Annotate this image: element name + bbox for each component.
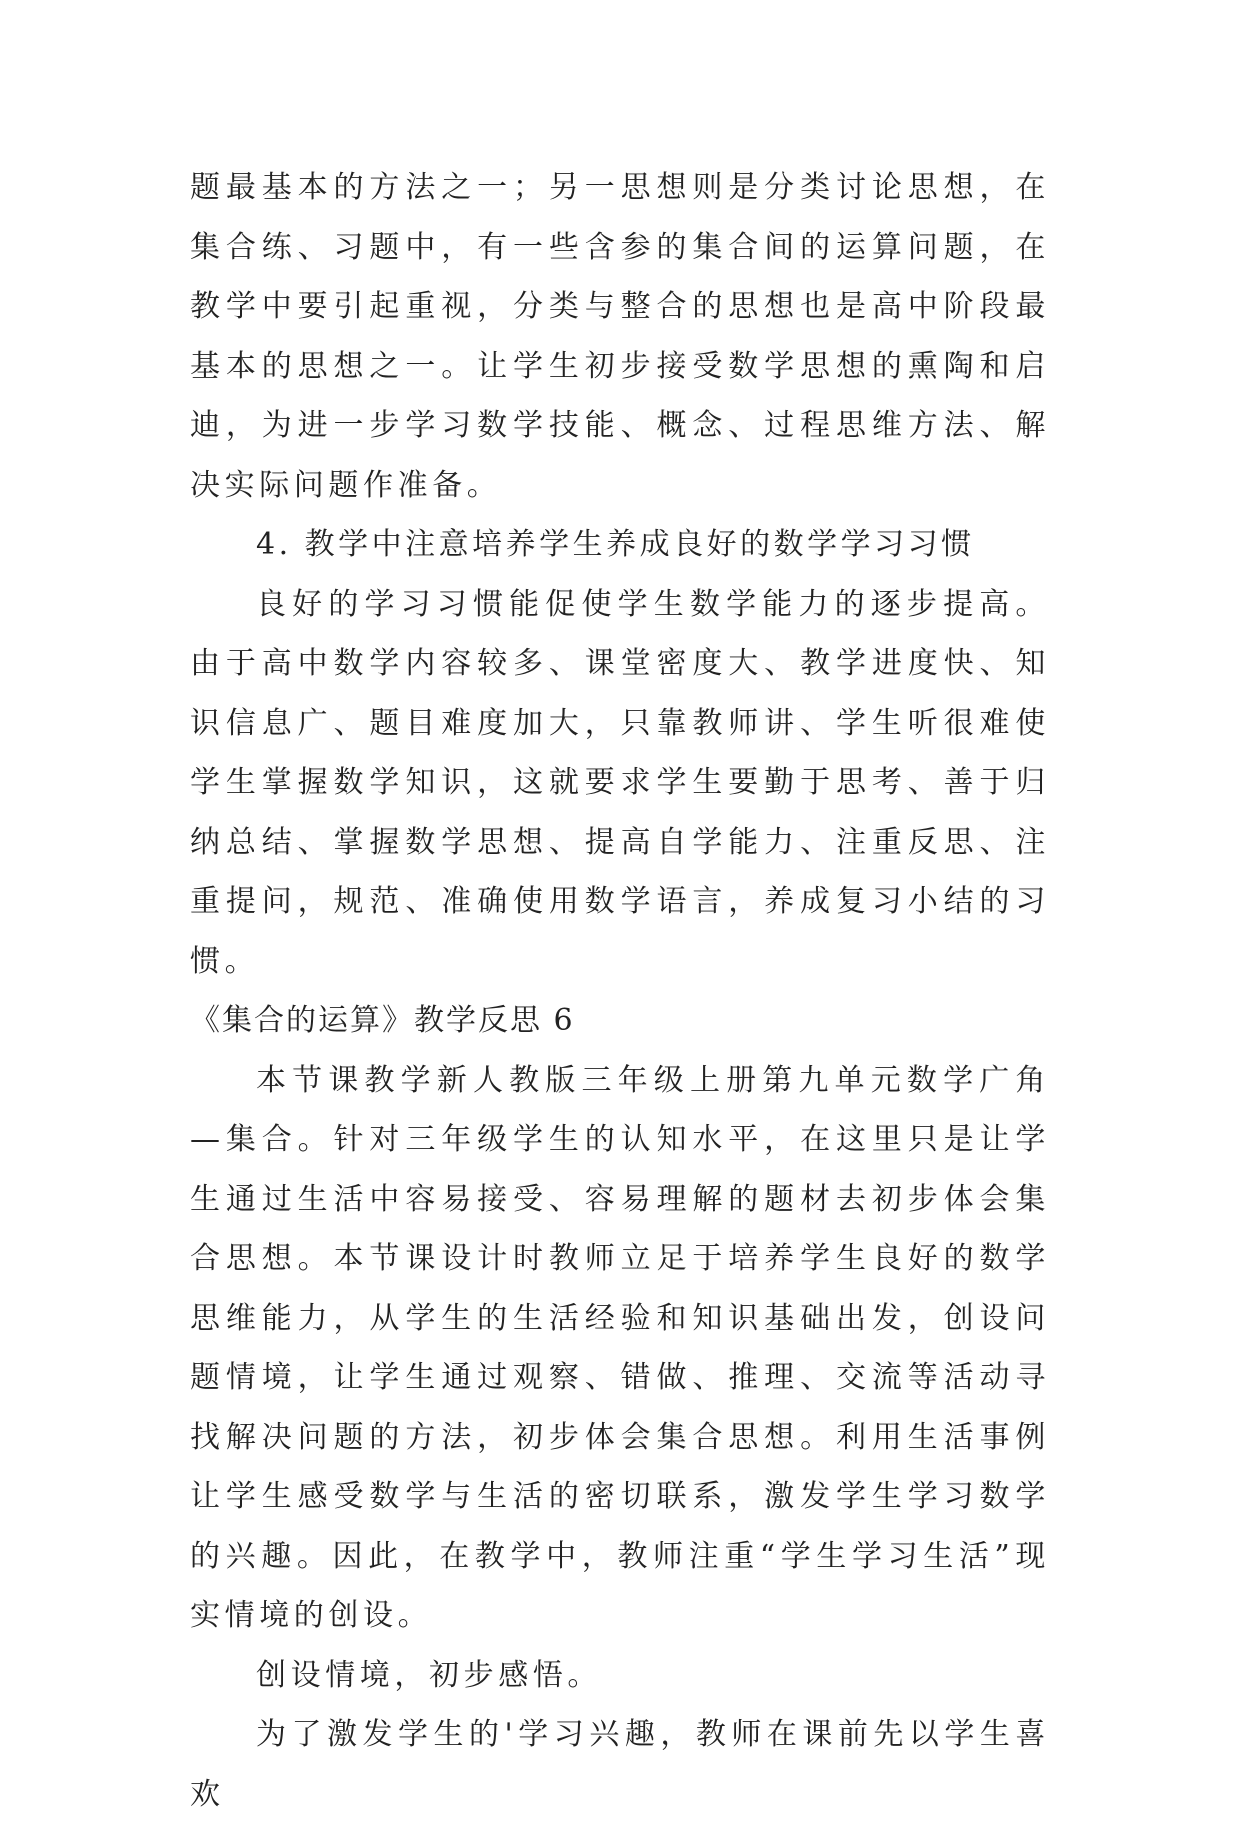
paragraph-create-scenario: 创设情境，初步感悟。 bbox=[256, 1657, 602, 1693]
paragraph-method-thinking: 题最基本的方法之一；另一思想则是分类讨论思想，在集合练、习题中，有一些含参的集合间的运算问题，在教学中要引起重视，分类与整合的思想也是高中阶段最基本的思想之一。让学生初步接受数学思想的熏陶和启迪，为进一步学习数学技能、概念、过程思维方法、解决实际问题作准备。 bbox=[190, 170, 1050, 503]
section-title: 《集合的运算》教学反思 6 bbox=[190, 1003, 575, 1038]
document-body bbox=[190, 158, 1050, 1824]
paragraph-lesson-overview: 本节课教学新人教版三年级上册第九单元数学广角—集合。针对三年级学生的认知水平，在这里只是让学生通过生活中容易接受、容易理解的题材去初步体会集合思想。本节课设计时教师立足于培养学生良好的数学思维能力，从学生的生活经验和知识基础出发，创设问题情境，让学生通过观察、错做、推理、交流等活动寻找解决问题的方法，初步体会集合思想。利用生活事例让学生感受数学与生活的密切联系，激发学生学习数学的兴趣。因此，在教学中，教师注重“学生学习生活”现实情境的创设。 bbox=[190, 1062, 1050, 1633]
item-heading-4: 4. 教学中注意培养学生养成良好的数学学习习惯 bbox=[256, 527, 975, 562]
paragraph-study-habits: 良好的学习习惯能促使学生数学能力的逐步提高。由于高中数学内容较多、课堂密度大、教学进度快、知识信息广、题目难度加大，只靠教师讲、学生听很难使学生掌握数学知识，这就要求学生要勤于思考、善于归纳总结、掌握数学思想、提高自学能力、注重反思、注重提问，规范、准确使用数学语言，养成复习小结的习惯。 bbox=[190, 586, 1050, 979]
paragraph-stimulate-interest: 为了激发学生的'学习兴趣，教师在课前先以学生喜欢 bbox=[190, 1717, 1050, 1812]
